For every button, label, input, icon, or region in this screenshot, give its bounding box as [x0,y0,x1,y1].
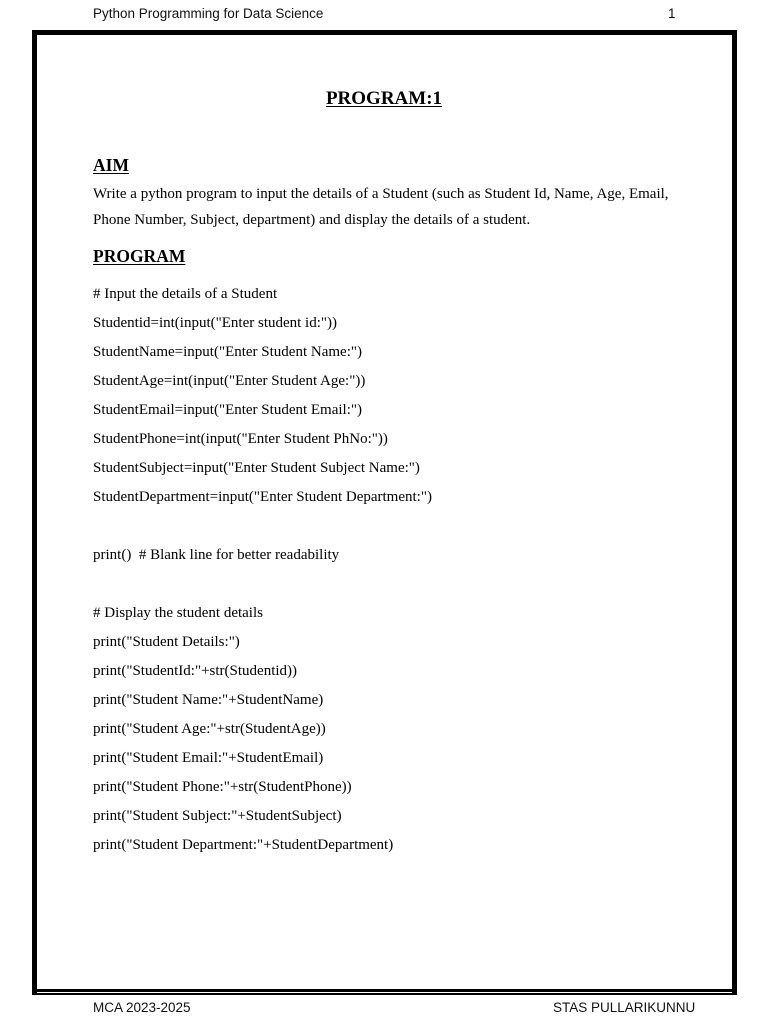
code-line: StudentDepartment=input("Enter Student Department:") [93,489,432,505]
code-blank-line [93,575,432,604]
aim-heading: AIM [93,155,129,175]
aim-text-line: Phone Number, Subject, department) and display the details of a student. [93,212,531,228]
program-title: PROGRAM:1 [325,88,443,109]
code-line: print("Student Name:"+StudentName) [93,692,324,708]
code-line: StudentEmail=input("Enter Student Email:") [93,402,362,418]
code-line: print("Student Email:"+StudentEmail) [93,750,324,766]
code-line: # Display the student details [93,605,263,621]
aim-text-line: Write a python program to input the details of a Student (such as Student Id, Name, Age, Email, [93,186,669,202]
footer-course: MCA 2023-2025 [93,1000,191,1015]
page-number: 1 [668,6,676,21]
code-line: StudentSubject=input("Enter Student Subject Name:") [93,460,420,476]
program-code-block [93,285,432,865]
code-line: Studentid=int(input("Enter student id:")) [93,315,338,331]
code-line: print() # Blank line for better readability [93,547,340,563]
running-header-title: Python Programming for Data Science [93,6,324,21]
code-line: StudentPhone=int(input("Enter Student PhNo:")) [93,431,388,447]
code-line: print("Student Department:"+StudentDepartment) [93,837,394,853]
code-line: StudentAge=int(input("Enter Student Age:")) [93,373,366,389]
program-heading: PROGRAM [93,246,186,266]
code-line: print("Student Subject:"+StudentSubject) [93,808,342,824]
page-border-bottom-rule [32,989,737,992]
code-line: StudentName=input("Enter Student Name:") [93,344,362,360]
code-line: print("Student Phone:"+str(StudentPhone)) [93,779,352,795]
code-line: print("Student Details:") [93,634,240,650]
code-blank-line [93,517,432,546]
footer-institution: STAS PULLARIKUNNU [553,1000,696,1015]
code-line: print("StudentId:"+str(Studentid)) [93,663,298,679]
code-line: # Input the details of a Student [93,286,278,302]
code-line: print("Student Age:"+str(StudentAge)) [93,721,326,737]
